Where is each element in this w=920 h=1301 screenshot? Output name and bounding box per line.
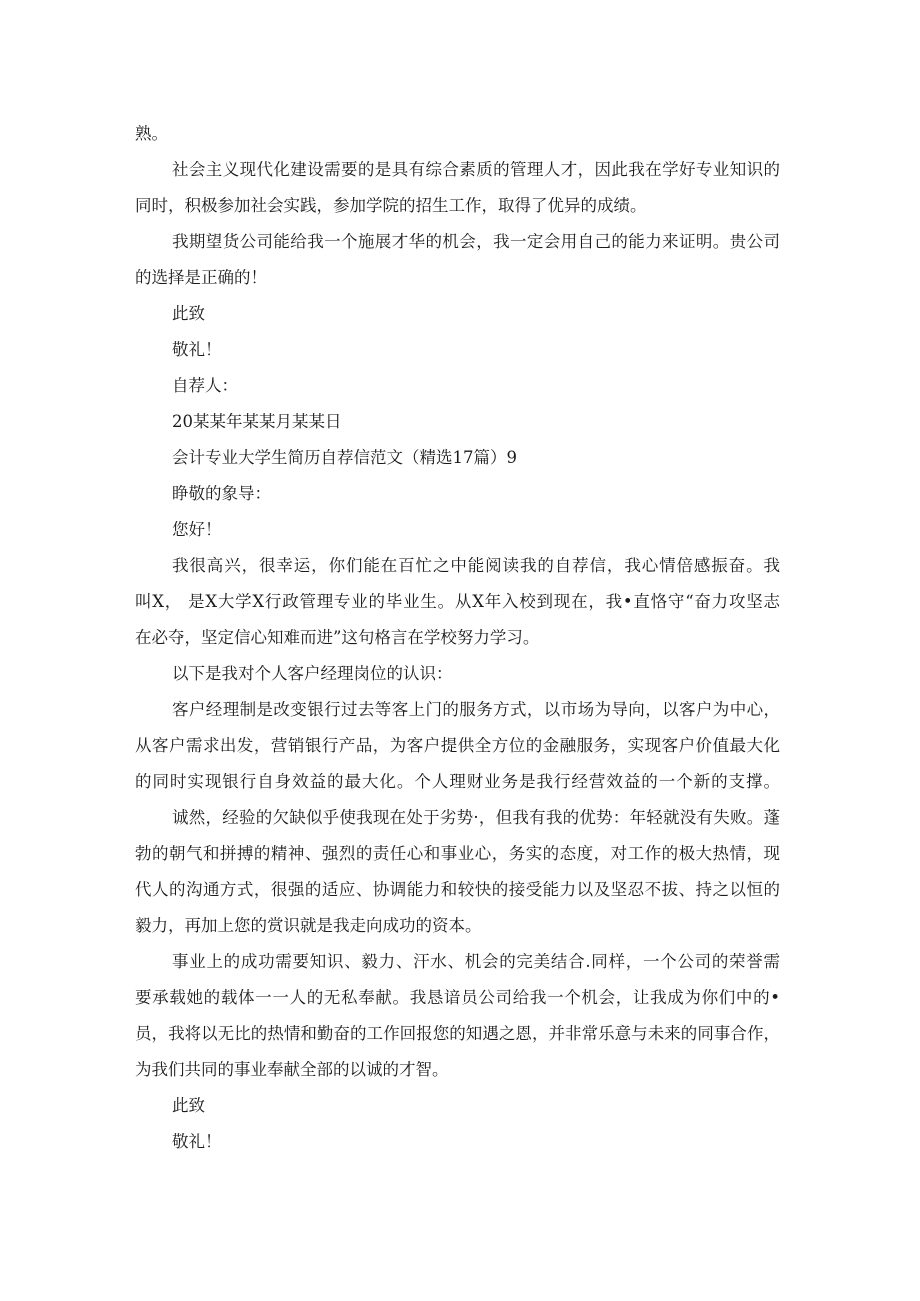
- text-line: 此致: [172, 1096, 205, 1115]
- text-line: 诚然，经验的欠缺似乎使我现在处于劣势·，但我有我的优势：年轻就没有失败。蓬: [172, 808, 780, 827]
- text-line: 勃的朝气和拼搏的精神、强烈的责任心和事业心，务实的态度，对工作的极大热情，现: [135, 844, 780, 863]
- text-line: 社会主义现代化建设需要的是具有综合素质的管理人才，因此我在学好专业知识的: [172, 160, 780, 179]
- text-line: 睁敬的象导：: [172, 484, 271, 503]
- text-line: 的同时实现银行自身效益的最大化。个人理财业务是我行经营效益的一个新的支撑。: [135, 772, 780, 791]
- text-line: 会计专业大学生简历自荐信范文（精选17篇）9: [172, 448, 517, 467]
- text-line: 要承载她的载体一一人的无私奉献。我恳谙员公司给我一个机会，让我成为你们中的•: [135, 988, 780, 1007]
- text-line: 在必夺，坚定信心知难而进”这句格言在学校努力学习。: [135, 628, 540, 647]
- text-line: 您好！: [172, 520, 222, 539]
- text-line: 的选择是正确的！: [135, 268, 267, 287]
- document-body: [135, 116, 780, 1160]
- text-line: 员，我将以无比的热情和勤奋的工作回报您的知遇之恩，并非常乐意与未来的同事合作，: [135, 1024, 780, 1043]
- text-line: 毅力，再加上您的赏识就是我走向成功的资本。: [135, 916, 482, 935]
- text-line: 我很高兴，很幸运，你们能在百忙之中能阅读我的自荐信，我心情倍感振奋。我: [172, 556, 780, 575]
- text-line: 为我们共同的事业奉献全部的以诚的才智。: [135, 1060, 449, 1079]
- text-line: 叫X， 是X大学X行政管理专业的毕业生。从X年入校到现在，我•直恪守“奋力攻坚志: [135, 592, 780, 611]
- text-line: 我期望货公司能给我一个施展才华的机会，我一定会用自己的能力来证明。贵公司: [172, 232, 780, 251]
- text-line: 熟。: [135, 124, 168, 143]
- text-line: 敬礼！: [172, 340, 222, 359]
- text-line: 从客户需求出发，营销银行产品，为客户提供全方位的金融服务，实现客户价值最大化: [135, 736, 780, 755]
- text-line: 此致: [172, 304, 205, 323]
- text-line: 20某某年某某月某某日: [172, 412, 342, 431]
- text-line: 事业上的成功需要知识、毅力、汗水、机会的完美结合.同样，一个公司的荣誉需: [172, 952, 780, 971]
- text-line: 以下是我对个人客户经理岗位的认识：: [172, 664, 453, 683]
- text-line: 代人的沟通方式，很强的适应、协调能力和较快的接受能力以及坚忍不拔、持之以恒的: [135, 880, 780, 899]
- text-line: 敬礼！: [172, 1132, 222, 1151]
- text-line: 客户经理制是改变银行过去等客上门的服务方式，以市场为导向，以客户为中心，: [172, 700, 780, 719]
- text-line: 同时，积极参加社会实践，参加学院的招生工作，取得了优异的成绩。: [135, 196, 647, 215]
- text-line: 自荐人：: [172, 376, 238, 395]
